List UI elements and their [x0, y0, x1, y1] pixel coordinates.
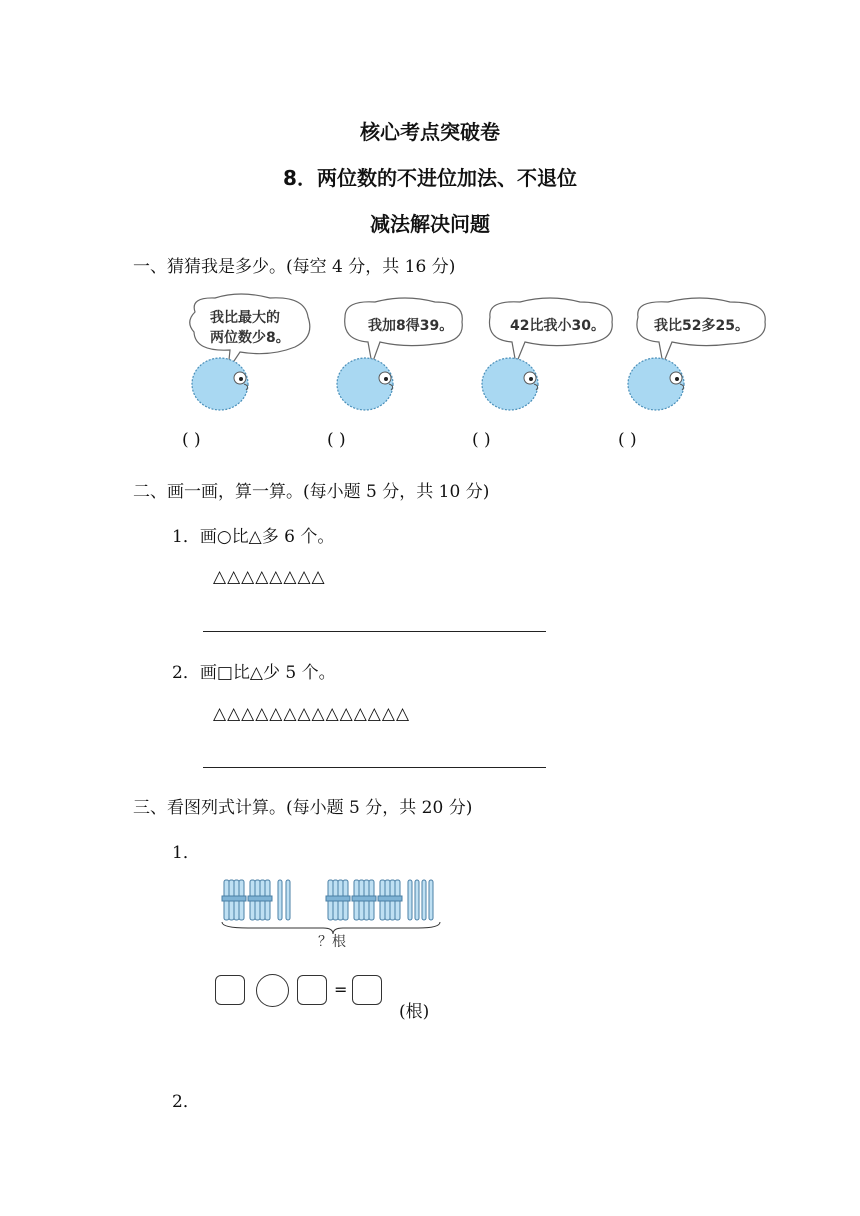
hedgehog-3-icon	[482, 358, 538, 410]
bubble-3-text: 42比我小30。	[510, 318, 605, 334]
q2-1-answer-line[interactable]	[203, 631, 546, 632]
q2-2-answer-line[interactable]	[203, 767, 546, 768]
answer-blank-4[interactable]: ( )	[618, 430, 637, 450]
lesson-title: 8．两位数的不进位加法、不退位	[283, 166, 577, 190]
brace-label: ？根	[318, 934, 346, 950]
equals-sign: =	[334, 980, 348, 999]
q3-2-number: 2．	[172, 1092, 200, 1112]
hedgehog-4-icon	[628, 358, 684, 410]
equation-box-result[interactable]	[352, 975, 382, 1005]
speech-bubble-3	[489, 298, 612, 364]
hedgehog-illustration	[180, 292, 780, 422]
speech-bubble-4	[637, 298, 765, 364]
section1-heading: 一、猜猜我是多少。(每空 4 分，共 16 分)	[133, 257, 456, 277]
stick-bundle-5	[378, 880, 402, 920]
single-stick	[408, 880, 412, 920]
speech-bubble-2	[345, 298, 463, 364]
stick-bundle-1	[222, 880, 246, 920]
q3-1-number: 1．	[172, 843, 200, 863]
single-stick	[286, 880, 290, 920]
bubble-1-line1: 我比最大的	[210, 310, 280, 326]
bubble-2-text: 我加8得39。	[368, 318, 454, 334]
speech-bubble-1	[190, 294, 310, 370]
sticks-illustration	[218, 872, 448, 952]
single-stick	[278, 880, 282, 920]
single-stick	[422, 880, 426, 920]
unit-label: (根)	[399, 1002, 430, 1022]
q2-2-triangles: △△△△△△△△△△△△△△	[213, 704, 411, 724]
equation-box-2[interactable]	[297, 975, 327, 1005]
answer-blank-2[interactable]: ( )	[327, 430, 346, 450]
hedgehog-2-icon	[337, 358, 393, 410]
lesson-subtitle: 减法解决问题	[370, 212, 490, 236]
q2-1-triangles: △△△△△△△△	[213, 567, 326, 587]
q2-1-text: 1．画○比△多 6 个。	[172, 527, 335, 547]
bubble-4-text: 我比52多25。	[654, 318, 749, 334]
stick-bundle-3	[326, 880, 350, 920]
section3-heading: 三、看图列式计算。(每小题 5 分，共 20 分)	[133, 798, 473, 818]
brace	[222, 922, 440, 934]
q2-2-text: 2．画□比△少 5 个。	[172, 663, 336, 683]
answer-blank-3[interactable]: ( )	[472, 430, 491, 450]
equation-box-1[interactable]	[215, 975, 245, 1005]
stick-bundle-2	[248, 880, 272, 920]
hedgehog-1-icon	[192, 358, 248, 410]
page-title: 核心考点突破卷	[360, 120, 500, 144]
operator-circle[interactable]	[256, 974, 289, 1007]
stick-bundle-4	[352, 880, 376, 920]
section2-heading: 二、画一画，算一算。(每小题 5 分，共 10 分)	[133, 482, 490, 502]
bubble-1-line2: 两位数少8。	[210, 330, 290, 346]
single-stick	[429, 880, 433, 920]
single-stick	[415, 880, 419, 920]
answer-blank-1[interactable]: ( )	[182, 430, 201, 450]
